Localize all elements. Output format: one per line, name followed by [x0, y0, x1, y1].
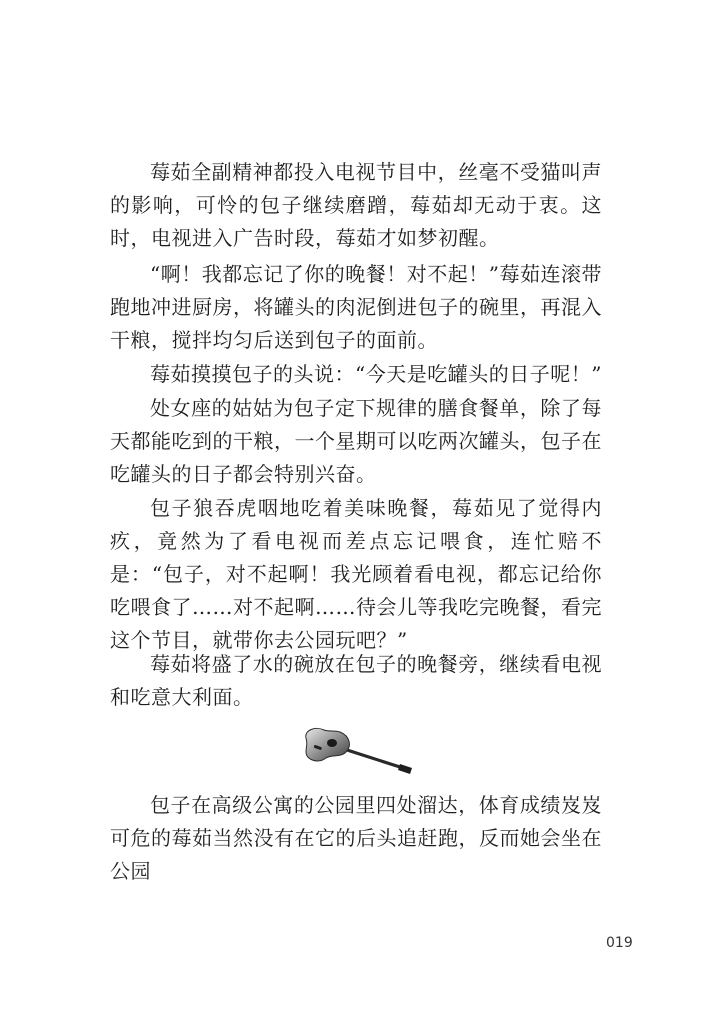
- page-number: 019: [606, 935, 633, 951]
- paragraph-6: [110, 648, 602, 714]
- paragraph-text: 莓茹将盛了水的碗放在包子的晚餐旁，继续看电视和吃意大利面。: [110, 652, 602, 709]
- paragraph-4: [110, 392, 602, 491]
- paragraph-text: 莓茹摸摸包子的头说：“今天是吃罐头的日子呢！”: [150, 362, 602, 386]
- paragraph-text: 莓茹全副精神都投入电视节目中，丝毫不受猫叫声的影响，可怜的包子继续磨蹭，莓茹却无动于衷。这时，电视进入广告时段，莓茹才如梦初醒。: [110, 160, 602, 250]
- paragraph-text: 包子在高级公寓的公园里四处溜达，体育成绩岌岌可危的莓茹当然没有在它的后头追赶跑，反而她会坐在公园: [110, 793, 602, 883]
- guitar-icon: [302, 726, 414, 776]
- paragraph-7: [110, 789, 602, 888]
- paragraph-text: 处女座的姑姑为包子定下规律的膳食餐单，除了每天都能吃到的干粮，一个星期可以吃两次罐头，包子在吃罐头的日子都会特别兴奋。: [110, 396, 602, 486]
- paragraph-5: [110, 492, 602, 657]
- paragraph-2: [110, 258, 602, 357]
- paragraph-text: “啊！我都忘记了你的晚餐！对不起！”莓茹连滚带跑地冲进厨房，将罐头的肉泥倒进包子的碗里，再混入干粮，搅拌均匀后送到包子的面前。: [110, 262, 602, 352]
- paragraph-text: 包子狼吞虎咽地吃着美味晚餐，莓茹见了觉得内疚，竟然为了看电视而差点忘记喂食，连忙赔不是：“包子，对不起啊！我光顾着看电视，都忘记给你吃喂食了……对不起啊……待会儿等我吃完晚餐，看完这个节目，就带你去公园玩吧？”: [110, 496, 602, 652]
- paragraph-3: [110, 358, 602, 391]
- paragraph-1: [110, 156, 602, 255]
